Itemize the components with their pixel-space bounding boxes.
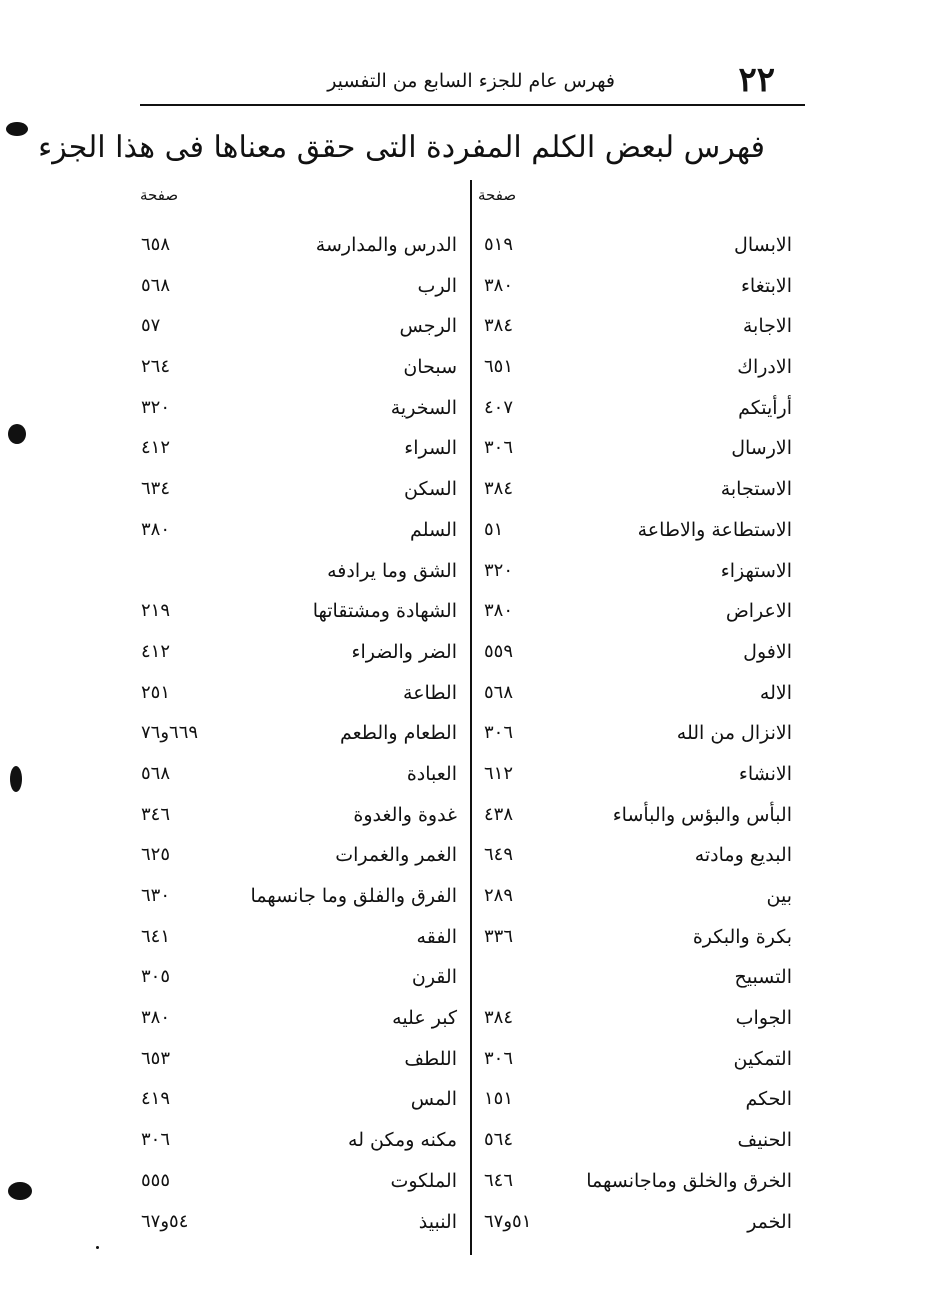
left-entry-word: مكنه ومكن له (348, 1129, 457, 1152)
running-title: فهرس عام للجزء السابع من التفسير (327, 70, 615, 92)
right-entry-word: الحكم (745, 1088, 792, 1111)
right-entry-word: الابتغاء (740, 274, 792, 297)
ink-speck (10, 766, 22, 792)
left-entry-page: ٢١٩ (141, 600, 171, 622)
left-entry-page: ٣٤٦ (141, 803, 171, 825)
right-entry-word: الاجابة (742, 315, 792, 338)
index-title: فهرس لبعض الكلم المفردة التى حقق معناها فى هذا الجزء (38, 130, 765, 165)
right-entry-word: الاعراض (725, 600, 792, 623)
left-entry-page: ٥٤و٦٧ (141, 1210, 189, 1232)
index-row (0, 757, 929, 798)
left-entry-word: الغمر والغمرات (335, 844, 457, 867)
left-entry-page: ٣٨٠ (141, 518, 171, 540)
left-entry-word: سبحان (403, 356, 457, 379)
index-row (0, 269, 929, 310)
right-column-head: صفحة (478, 186, 517, 204)
right-entry-page: ٢٨٩ (484, 885, 514, 906)
left-entry-word: الطاعة (403, 681, 457, 704)
left-entry-page: ٥٧ (141, 315, 161, 337)
right-entry-word: الاله (759, 681, 792, 704)
right-entry-word: الافول (743, 640, 792, 663)
right-entry-page: ٣٢٠ (484, 559, 514, 581)
right-entry-page: ٣٠٦ (484, 722, 514, 744)
left-entry-page: ٣٨٠ (141, 1007, 171, 1029)
left-entry-page: ٦٣٤ (141, 478, 171, 500)
right-entry-word: الخرق والخلق وماجانسهما (586, 1169, 792, 1192)
left-entry-page: ٤١٢ (141, 640, 171, 662)
right-entry-word: البأس والبؤس والبأساء (612, 803, 792, 826)
left-entry-word: النبيذ (418, 1210, 457, 1233)
right-entry-word: الارسال (731, 437, 792, 460)
right-entry-page: ٥٦٤ (484, 1129, 514, 1151)
index-row (0, 838, 929, 879)
index-row (0, 554, 929, 595)
running-header (140, 60, 805, 104)
right-entry-word: بين (766, 885, 792, 907)
index-row (0, 513, 929, 554)
left-entry-word: الضر والضراء (351, 640, 457, 663)
index-row (0, 1001, 929, 1042)
right-entry-word: بكرة والبكرة (692, 925, 792, 948)
left-entry-page: ٦٣٠ (141, 885, 171, 906)
index-row (0, 472, 929, 513)
left-entry-page: ٣٢٠ (141, 396, 171, 418)
index-row (0, 1205, 929, 1246)
index-row (0, 431, 929, 472)
index-row (0, 798, 929, 839)
left-entry-page: ٦٢٥ (141, 844, 171, 866)
right-entry-page: ٣٣٦ (484, 925, 514, 947)
right-entry-page: ٣٨٤ (484, 478, 514, 500)
index-table (0, 228, 929, 1245)
ink-speck (96, 1246, 99, 1249)
right-entry-page: ٣٨٤ (484, 1007, 514, 1029)
right-entry-page: ٣٠٦ (484, 1047, 514, 1069)
index-row (0, 1123, 929, 1164)
index-row (0, 309, 929, 350)
left-entry-page: ٤١٩ (141, 1088, 171, 1110)
left-entry-page: ٥٦٨ (141, 274, 171, 296)
right-entry-word: التسبيح (734, 966, 792, 989)
left-entry-word: الفقه (416, 925, 457, 948)
right-entry-page: ٦٤٦ (484, 1169, 514, 1191)
left-entry-word: الشق وما يرادفه (327, 559, 457, 582)
left-entry-page: ٣٠٦ (141, 1129, 171, 1151)
index-row (0, 1042, 929, 1083)
index-row (0, 879, 929, 920)
left-entry-word: غدوة والغدوة (353, 803, 457, 826)
left-entry-word: الرجس (399, 315, 457, 338)
left-entry-page: ٦٥٨ (141, 234, 171, 255)
left-entry-page: ٥٦٨ (141, 762, 171, 784)
left-entry-page: ٦٤١ (141, 925, 171, 947)
index-row (0, 1082, 929, 1123)
right-entry-word: الاستجابة (720, 478, 792, 501)
right-entry-page: ٣٠٦ (484, 437, 514, 459)
left-entry-word: السخرية (390, 396, 457, 419)
ink-speck (8, 424, 26, 444)
right-entry-word: الحنيف (737, 1129, 792, 1152)
index-row (0, 1164, 929, 1205)
right-entry-page: ١٥١ (484, 1088, 514, 1110)
ink-speck (8, 1182, 32, 1200)
right-entry-page: ٥١ (484, 518, 504, 540)
index-row (0, 350, 929, 391)
right-entry-word: الانشاء (738, 762, 792, 785)
left-entry-word: السلم (410, 518, 457, 541)
right-entry-word: الادراك (737, 356, 792, 379)
index-row (0, 716, 929, 757)
right-entry-word: الجواب (735, 1007, 792, 1030)
index-row (0, 594, 929, 635)
left-entry-word: الملكوت (390, 1169, 457, 1192)
left-entry-word: كبر عليه (392, 1007, 457, 1030)
left-entry-page: ٥٥٥ (141, 1169, 171, 1191)
left-entry-word: الرب (417, 274, 457, 297)
right-entry-page: ٤٣٨ (484, 803, 514, 825)
index-row (0, 960, 929, 1001)
right-entry-page: ٥٥٩ (484, 640, 514, 662)
left-entry-word: اللطف (404, 1047, 457, 1070)
right-entry-word: الخمر (747, 1210, 792, 1233)
right-entry-page: ٦٤٩ (484, 844, 514, 866)
right-entry-page: ٦٥١ (484, 356, 514, 378)
left-entry-word: المس (410, 1088, 457, 1111)
header-rule (140, 104, 805, 106)
left-entry-page: ٦٦٩و٧٦ (141, 722, 199, 744)
left-entry-word: الطعام والطعم (339, 722, 457, 745)
left-entry-word: الفرق والفلق وما جانسهما (250, 885, 457, 907)
index-row (0, 920, 929, 961)
ink-speck (6, 122, 28, 136)
right-entry-word: التمكين (733, 1047, 792, 1070)
right-entry-page: ٣٨٠ (484, 600, 514, 622)
right-entry-word: البديع ومادته (694, 844, 792, 867)
index-row (0, 635, 929, 676)
left-entry-word: السكن (404, 478, 457, 501)
left-entry-word: القرن (411, 966, 457, 989)
left-entry-word: العبادة (406, 762, 457, 785)
left-entry-page: ٢٦٤ (141, 356, 171, 378)
right-entry-word: الاستهزاء (720, 559, 792, 582)
right-entry-word: الابسال (734, 234, 792, 256)
left-entry-page: ٢٥١ (141, 681, 171, 703)
index-row (0, 676, 929, 717)
left-entry-page: ٤١٢ (141, 437, 171, 459)
right-entry-page: ٣٨٠ (484, 274, 514, 296)
page-number: ٢٢ (738, 60, 775, 100)
right-entry-word: الانزال من الله (676, 722, 792, 745)
index-row (0, 391, 929, 432)
right-entry-page: ٦١٢ (484, 762, 514, 784)
right-entry-page: ٤٠٧ (484, 396, 514, 418)
right-entry-page: ٥١٩ (484, 234, 514, 255)
right-entry-word: أرأيتكم (738, 396, 792, 419)
index-row (0, 228, 929, 269)
left-entry-page: ٦٥٣ (141, 1047, 171, 1069)
left-entry-word: الشهادة ومشتقاتها (312, 600, 457, 623)
left-entry-word: الدرس والمدارسة (315, 234, 457, 256)
right-entry-word: الاستطاعة والاطاعة (637, 518, 792, 541)
left-entry-word: السراء (404, 437, 457, 460)
left-column-head: صفحة (140, 186, 179, 204)
right-entry-page: ٥٦٨ (484, 681, 514, 703)
right-entry-page: ٣٨٤ (484, 315, 514, 337)
right-entry-page: ٥١و٦٧ (484, 1210, 532, 1232)
left-entry-page: ٣٠٥ (141, 966, 171, 988)
